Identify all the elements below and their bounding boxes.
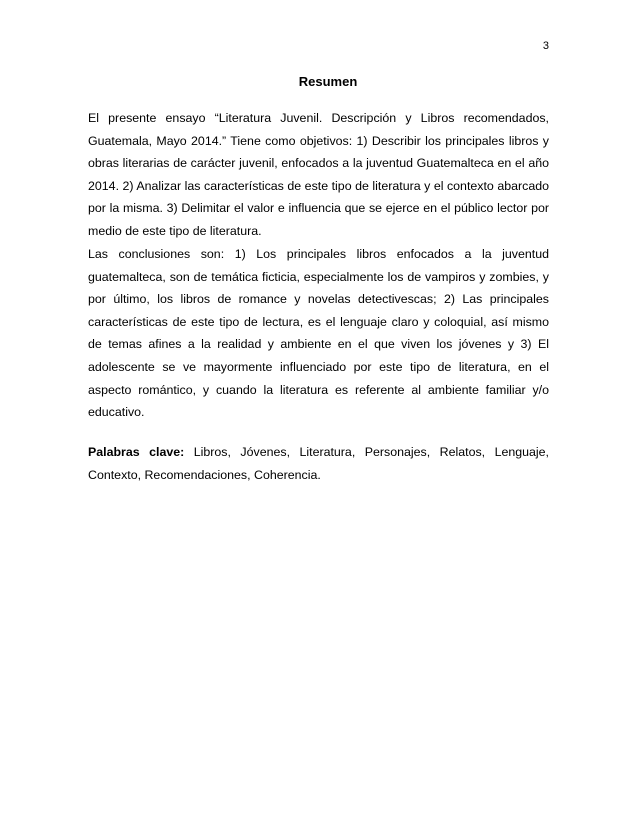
keywords-paragraph	[88, 441, 549, 486]
keywords-list: Libros, Jóvenes, Literatura, Personajes, Relatos, Lenguaje, Contexto, Recomendaciones, Coherencia.	[88, 445, 550, 482]
page-number: 3	[542, 40, 549, 52]
abstract-paragraph-objectives: El presente ensayo “Literatura Juvenil. Descripción y Libros recomendados, Guatemala, Mayo 2014.” Tiene como objetivos: 1) Describir los principales libros y obras literarias de carácter juvenil, enfocados a la juventud Guatemalteca en el año 2014. 2) Analizar las características de este tipo de literatura y el contexto abarcado por la misma. 3) Delimitar el valor e influencia que se ejerce en el público lector por medio de este tipo de literatura.	[88, 111, 549, 238]
abstract-paragraph-conclusions: Las conclusiones son: 1) Los principales libros enfocados a la juventud guatemalteca, son de temática ficticia, especialmente los de vampiros y zombies, y por último, los libros de romance y novelas detectivescas; 2) Las principales características de este tipo de lectura, es el lenguaje claro y coloquial, así mismo de temas afines a la realidad y ambiente en el que viven los jóvenes y 3) El adolescente se ve mayormente influenciado por este tipo de literatura, en el aspecto romántico, y cuando la literatura es referente al ambiente familiar y/o educativo.	[88, 247, 549, 420]
page-title: Resumen	[298, 74, 358, 89]
keywords-label: Palabras clave:	[88, 445, 185, 459]
